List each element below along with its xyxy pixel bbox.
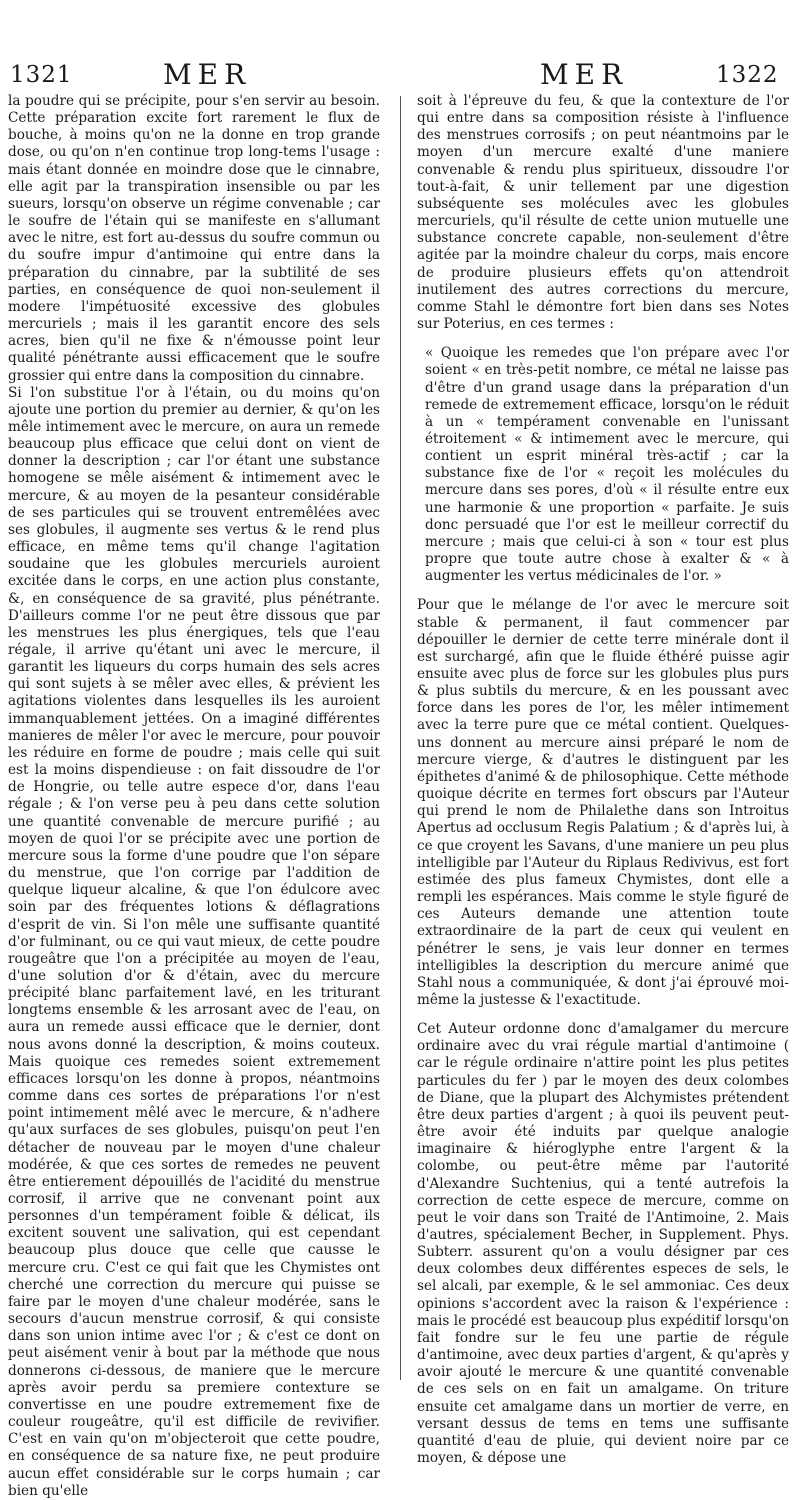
- left-paragraph-2: Si l'on substitue l'or à l'étain, ou du moins qu'on ajoute une portion du premier au dernier, & qu'on les mêle intimement avec le mercure, on aura un remede beaucoup plus efficace que celui dont on vient de donner la description ; car l'or étant une substance homogene se mêle aisément & intimement avec le mercure, & au moyen de la pesanteur considérable de ses particules qui se trouvent entremêlées avec ses globules, il augmente ses vertus & le rend plus efficace, en même tems qu'il change l'agitation soudaine que les globules mercuriels auroient excitée dans le corps, en une action plus constante, &, en conséquence de sa gravité, plus pénétrante. D'ailleurs comme l'or ne peut être dissous que par les menstrues les plus énergiques, tels que l'eau régale, il arrive qu'étant uni avec le mercure, il garantit les liqueurs du corps humain des sels acres qui sont sujets à se mêler avec elles, & prévient les agitations violentes dans lesquelles ils les auroient immanquablement jettées. On a imaginé différentes manieres de mêler l'or avec le mercure, pour pouvoir les réduire en forme de poudre ; mais celle qui suit est la moins dispendieuse : on fait dissoudre de l'or de Hongrie, ou telle autre espece d'or, dans l'eau régale ; & l'on verse peu à peu dans cette solution une quantité convenable de mercure purifié ; au moyen de quoi l'or se précipite avec une portion de mercure sous la forme d'une poudre que l'on sépare du menstrue, que l'on corrige par l'addition de quelque liqueur alcaline, & que l'on édulcore avec soin par des fréquentes lotions & déflagrations d'esprit de vin. Si l'on mêle une suffisante quantité d'or fulminant, ou ce qui vaut mieux, de cette poudre rougeâtre que l'on a précipitée au moyen de l'eau, d'une solution d'or & d'étain, avec du mercure précipité blanc parfaitement lavé, en les triturant longtems ensemble & les arrosant avec de l'eau, on aura un remede aussi efficace que le dernier, dont nous avons donné la description, & moins couteux. Mais quoique ces remedes soient extremement efficaces lorsqu'on les donne à propos, néantmoins comme dans ces sortes de préparations l'or n'est point intimement mêlé avec le mercure, & n'adhere qu'aux surfaces de ses globules, puisqu'on peut l'en détacher de nouveau par le moyen d'une chaleur modérée, & que ces sortes de remedes ne peuvent être entierement dépouillés de l'acidité du menstrue corrosif, il arrive que ne convenant point aux personnes d'un tempérament foible & délicat, ils excitent souvent une salivation, qui est cependant beaucoup plus douce que celle que causse le mercure cru. C'est ce qui fait que les Chymistes ont cherché une correction du mercure qui puisse se faire par le moyen d'une chaleur modérée, sans le secours d'aucun menstrue corrosif, & qui consiste dans son union intime avec l'or ; & c'est ce dont on peut aisément venir à bout par la méthode que nous donnerons ci-dessous, de maniere que le mercure après avoir perdu sa premiere contexture se convertisse en une poudre extremement fixe de couleur rougeâtre, qu'il est difficile de revivifier. C'est en vain qu'on m'objecteroit que cette poudre, en conséquence de sa nature fixe, ne peut produire aucun effet considérable sur le corps humain ; car bien qu'elle: [8, 384, 380, 1499]
- right-paragraph-3: Cet Auteur ordonne donc d'amalgamer du mercure ordinaire avec du vrai régule martial d'antimoine ( car le régule ordinaire n'attire point les plus petites particules du fer ) par le moyen des deux colombes de Diane, que la plupart des Alchymistes prétendent être deux parties d'argent ; à quoi ils peuvent peut-être avoir été induits par quelque analogie imaginaire & hiéroglyphe entre l'argent & la colombe, ou peut-être même par l'autorité d'Alexandre Suchtenius, qui a tenté autrefois la correction de cette espece de mercure, comme on peut le voir dans son Traité de l'Antimoine, 2. Mais d'autres, spécialement Becher, in Supplement. Phys. Subterr. assurent qu'on a voulu désigner par ces deux colombes deux différentes especes de sels, le sel alcali, par exemple, & le sel ammoniac. Ces deux opinions s'accordent avec la raison & l'expérience : mais le procédé est beaucoup plus expéditif lorsqu'on fait fondre sur le feu une partie de régule d'antimoine, avec deux parties d'argent, & qu'après y avoir ajouté le mercure & une quantité convenable de ces sels on en fait un amalgame. On triture ensuite cet amalgame dans un mortier de verre, en versant dessus de tems en tems une suffisante quantité d'eau de pluie, qui devient noire par ce moyen, & dépose une: [417, 1021, 789, 1467]
- right-paragraph-1: soit à l'épreuve du feu, & que la contexture de l'or qui entre dans sa composition résiste à l'influence des menstrues corrosifs ; on peut néantmoins par le moyen d'un mercure exalté d'une maniere convenable & rendu plus spiritueux, dissoudre l'or tout-à-fait, & unir tellement par une digestion subséquente ses molécules avec les globules mercuriels, qu'il résulte de cette union mutuelle une substance concrete capable, non-seulement d'être agitée par la moindre chaleur du corps, mais encore de produire plusieurs effets qu'on attendroit inutilement des autres corrections du mercure, comme Stahl le démontre fort bien dans ses Notes sur Poterius, en ces termes :: [417, 93, 789, 333]
- running-head-left: MER: [163, 58, 252, 91]
- page-header: [0, 58, 800, 98]
- right-column: [417, 93, 789, 1467]
- stahl-quotation: « Quoique les remedes que l'on prépare avec l'or soient « en très-petit nombre, ce métal ne laisse pas d'être d'un grand usage dans la préparation d'un remede de extremement efficace, lorsqu'on le réduit à un « tempérament convenable en l'unissant étroitement « & intimement avec le mercure, qui contient un esprit minéral très-actif ; car la substance fixe de l'or « reçoit les molécules du mercure dans ses pores, d'où « il résulte entre eux une harmonie & une proportion « parfaite. Je suis donc persuadé que l'or est le meilleur correctif du mercure ; mais que celui-ci à son « tour est plus propre que toute autre chose à exalter & « à augmenter les vertus médicinales de l'or. »: [425, 345, 789, 585]
- page-number-left: 1321: [10, 62, 73, 88]
- running-head-right: MER: [540, 58, 629, 91]
- right-paragraph-2: Pour que le mélange de l'or avec le mercure soit stable & permanent, il faut commencer par dépouiller le dernier de cette terre minérale dont il est surchargé, afin que le fluide éthéré puisse agir ensuite avec plus de force sur les globules plus purs & plus subtils du mercure, & en les poussant avec force dans les pores de l'or, les mêler intimement avec la terre pure que ce métal contient. Quelques-uns donnent au mercure ainsi préparé le nom de mercure vierge, & d'autres le distinguent par les épithetes d'animé & de philosophique. Cette méthode quoique décrite en termes fort obscurs par l'Auteur qui prend le nom de Philalethe dans son Introitus Apertus ad occlusum Regis Palatium ; & d'après lui, à ce que croyent les Savans, d'une maniere un peu plus intelligible par l'Auteur du Riplaus Redivivus, est fort estimée des plus fameux Chymistes, dont elle a rempli les espérances. Mais comme le style figuré de ces Auteurs demande une attention toute extraordinaire de la part de ceux qui veulent en pénétrer le sens, je vais leur donner en termes intelligibles la description du mercure animé que Stahl nous a communiquée, & dont j'ai éprouvé moi-même la justesse & l'exactitude.: [417, 597, 789, 1008]
- left-column: [8, 93, 380, 1500]
- column-divider: [400, 96, 401, 1380]
- page-number-right: 1322: [716, 62, 779, 88]
- left-paragraph-1: la poudre qui se précipite, pour s'en servir au besoin. Cette préparation excite fort rarement le flux de bouche, à moins qu'on ne la donne en trop grande dose, ou qu'on n'en continue trop long-tems l'usage : mais étant donnée en moindre dose que le cinnabre, elle agit par la transpiration insensible ou par les sueurs, lorsqu'on observe un régime convenable ; car le soufre de l'étain qui se manifeste en s'allumant avec le nitre, est fort au-dessus du soufre commun ou du soufre impur d'antimoine qui entre dans la préparation du cinnabre, par la subtilité de ses parties, en conséquence de quoi non-seulement il modere l'impétuosité excessive des globules mercuriels ; mais il les garantit encore des sels acres, bien qu'il ne fixe & n'émousse point leur qualité pénétrante aussi efficacement que le soufre grossier qui entre dans la composition du cinnabre.: [8, 93, 380, 384]
